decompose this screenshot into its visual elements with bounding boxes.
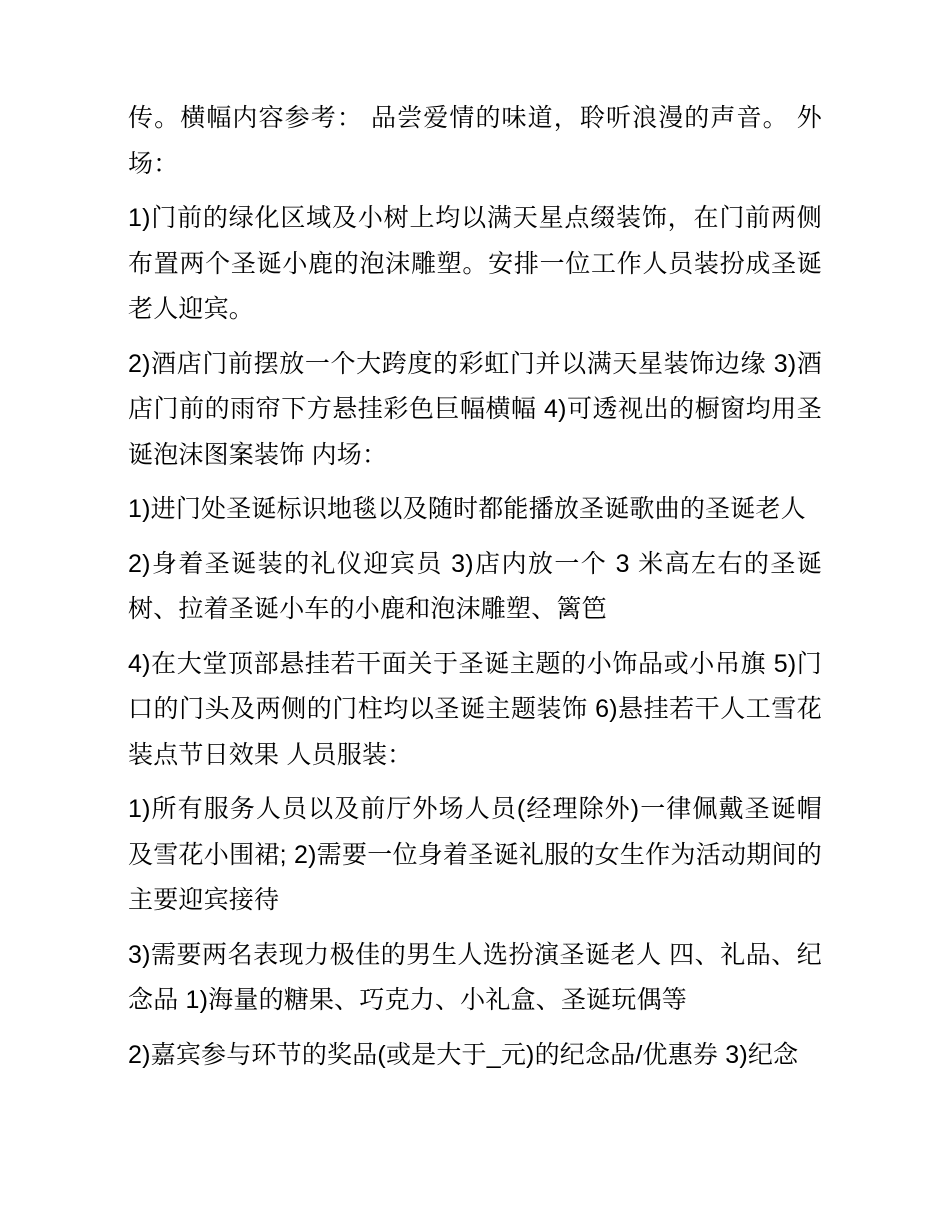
paragraph: 传。横幅内容参考： 品尝爱情的味道，聆听浪漫的声音。 外场： [128,104,822,178]
paragraph: 2)身着圣诞装的礼仪迎宾员 3)店内放一个 3 米高左右的圣诞树、拉着圣诞小车的小鹿和泡沫雕塑、篱笆 [128,549,822,623]
paragraph: 1)所有服务人员以及前厅外场人员(经理除外)一律佩戴圣诞帽及雪花小围裙; 2)需要一位身着圣诞礼服的女生作为活动期间的主要迎宾接待 [128,795,822,914]
paragraph: 4)在大堂顶部悬挂若干面关于圣诞主题的小饰品或小吊旗 5)门口的门头及两侧的门柱均以圣诞主题装饰 6)悬挂若干人工雪花装点节日效果 人员服装： [128,649,822,769]
paragraph: 2)嘉宾参与环节的奖品(或是大于_元)的纪念品/优惠券 3)纪念 [128,1040,799,1069]
paragraph: 1)门前的绿化区域及小树上均以满天星点缀装饰，在门前两侧布置两个圣诞小鹿的泡沫雕塑。安排一位工作人员装扮成圣诞老人迎宾。 [128,204,822,323]
document-text-body [128,96,822,1078]
paragraph: 2)酒店门前摆放一个大跨度的彩虹门并以满天星装饰边缘 3)酒店门前的雨帘下方悬挂彩色巨幅横幅 4)可透视出的橱窗均用圣诞泡沫图案装饰 内场： [128,349,822,469]
paragraph: 1)进门处圣诞标识地毯以及随时都能播放圣诞歌曲的圣诞老人 [128,495,806,523]
paragraph: 3)需要两名表现力极佳的男生人选扮演圣诞老人 四、礼品、纪念品 1)海量的糖果、巧克力、小礼盒、圣诞玩偶等 [128,940,822,1014]
